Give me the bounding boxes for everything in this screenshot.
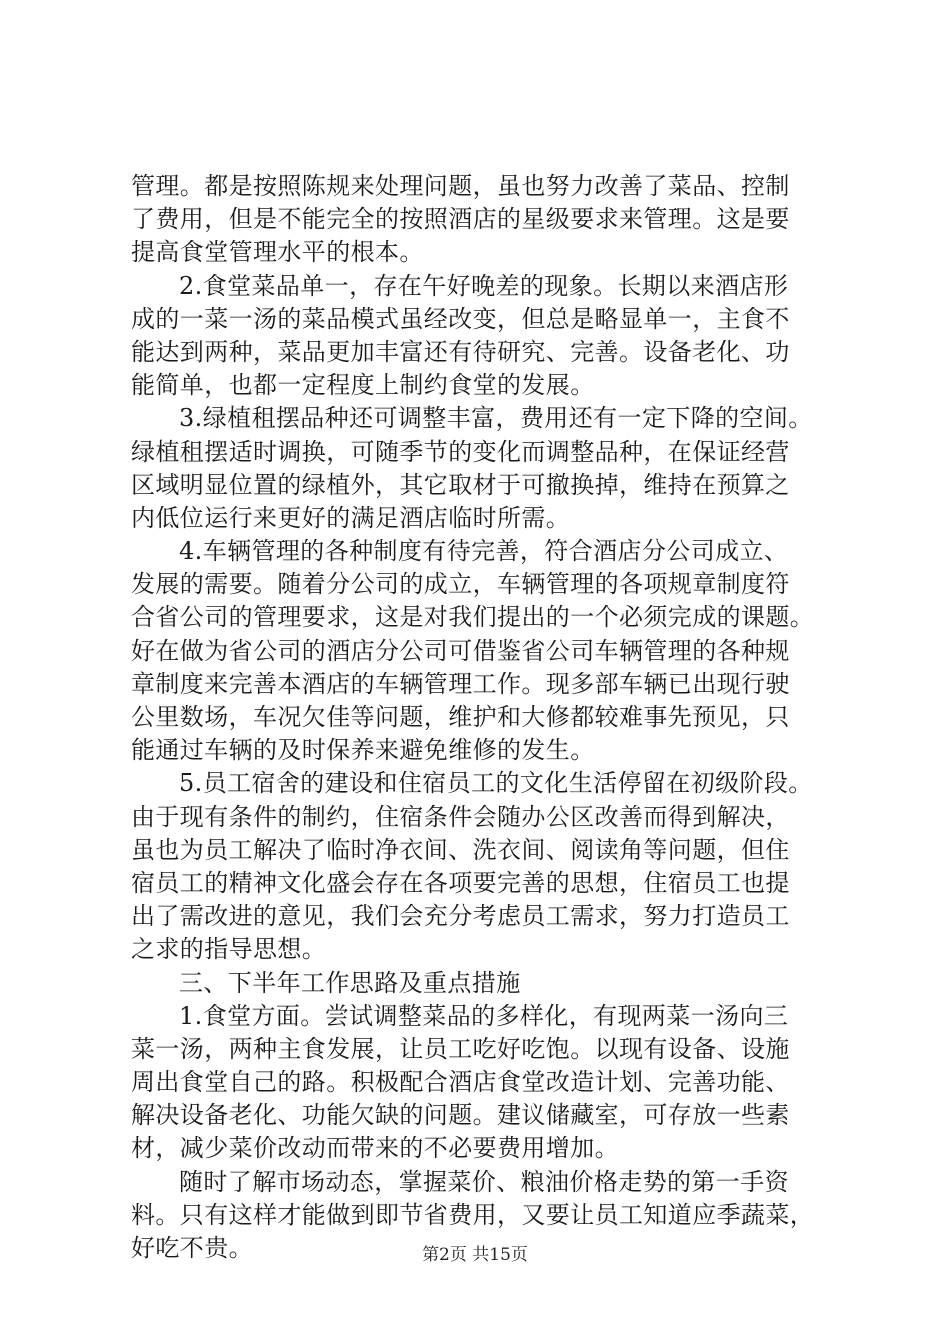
text-line: 周出食堂自己的路。积极配合酒店食堂改造计划、完善功能、 [131,1068,790,1097]
text-line: 宿员工的精神文化盛会存在各项要完善的思想，住宿员工也提 [131,868,790,897]
page-footer: 第2页 共15页 [422,1245,528,1265]
text-line: 随时了解市场动态，掌握菜价、粮油价格走势的第一手资 [179,1167,789,1196]
text-line: 4.车辆管理的各种制度有待完善，符合酒店分公司成立、 [179,537,789,566]
text-line: 虽也为员工解决了临时净衣间、洗衣间、阅读角等问题，但住 [131,835,790,864]
text-line: 能通过车辆的及时保养来避免维修的发生。 [131,736,595,765]
text-line: 管理。都是按照陈规来处理问题，虽也努力改善了菜品、控制 [131,172,790,200]
text-line: 1.食堂方面。尝试调整菜品的多样化，有现两菜一汤向三 [179,1001,789,1030]
text-line: 能简单，也都一定程度上制约食堂的发展。 [131,371,595,400]
text-line: 出了需改进的意见，我们会充分考虑员工需求，努力打造员工 [131,902,790,931]
text-line: 解决设备老化、功能欠缺的问题。建议储藏室，可存放一些素 [131,1101,790,1130]
text-line: 材，减少菜价改动而带来的不必要费用增加。 [131,1134,619,1163]
text-line: 区域明显位置的绿植外，其它取材于可撤换掉，维持在预算之 [131,470,790,499]
text-line: 料。只有这样才能做到即节省费用，又要让员工知道应季蔬菜， [131,1200,815,1229]
text-line: 提高食堂管理水平的根本。 [131,238,424,267]
text-line: 内低位运行来更好的满足酒店临时所需。 [131,503,571,532]
text-line: 由于现有条件的制约，住宿条件会随办公区改善而得到解决， [131,802,790,831]
text-line: 公里数场，车况欠佳等问题，维护和大修都较难事先预见，只 [131,703,790,731]
text-line: 之求的指导思想。 [131,935,327,964]
text-line: 三、下半年工作思路及重点措施 [179,968,521,997]
text-line: 合省公司的管理要求，这是对我们提出的一个必须完成的课题。 [131,603,815,632]
text-line: 好吃不贵。 [131,1234,253,1262]
text-line: 了费用，但是不能完全的按照酒店的星级要求来管理。这是要 [131,205,790,234]
text-line: 5.员工宿舍的建设和住宿员工的文化生活停留在初级阶段。 [179,769,813,798]
text-line: 好在做为省公司的酒店分公司可借鉴省公司车辆管理的各种规 [131,636,790,665]
text-line: 章制度来完善本酒店的车辆管理工作。现多部车辆已出现行驶 [131,669,790,698]
text-line: 2.食堂菜品单一，存在午好晚差的现象。长期以来酒店形 [179,271,789,300]
text-line: 菜一汤，两种主食发展，让员工吃好吃饱。以现有设备、设施 [131,1034,790,1063]
text-line: 绿植租摆适时调换，可随季节的变化而调整品种，在保证经营 [131,437,790,466]
text-line: 能达到两种，菜品更加丰富还有待研究、完善。设备老化、功 [131,337,790,366]
text-line: 成的一菜一汤的菜品模式虽经改变，但总是略显单一，主食不 [131,304,790,333]
text-line: 3.绿植租摆品种还可调整丰富，费用还有一定下降的空间。 [179,404,813,433]
text-line: 发展的需要。随着分公司的成立，车辆管理的各项规章制度符 [131,570,790,599]
document-body [131,170,831,1265]
